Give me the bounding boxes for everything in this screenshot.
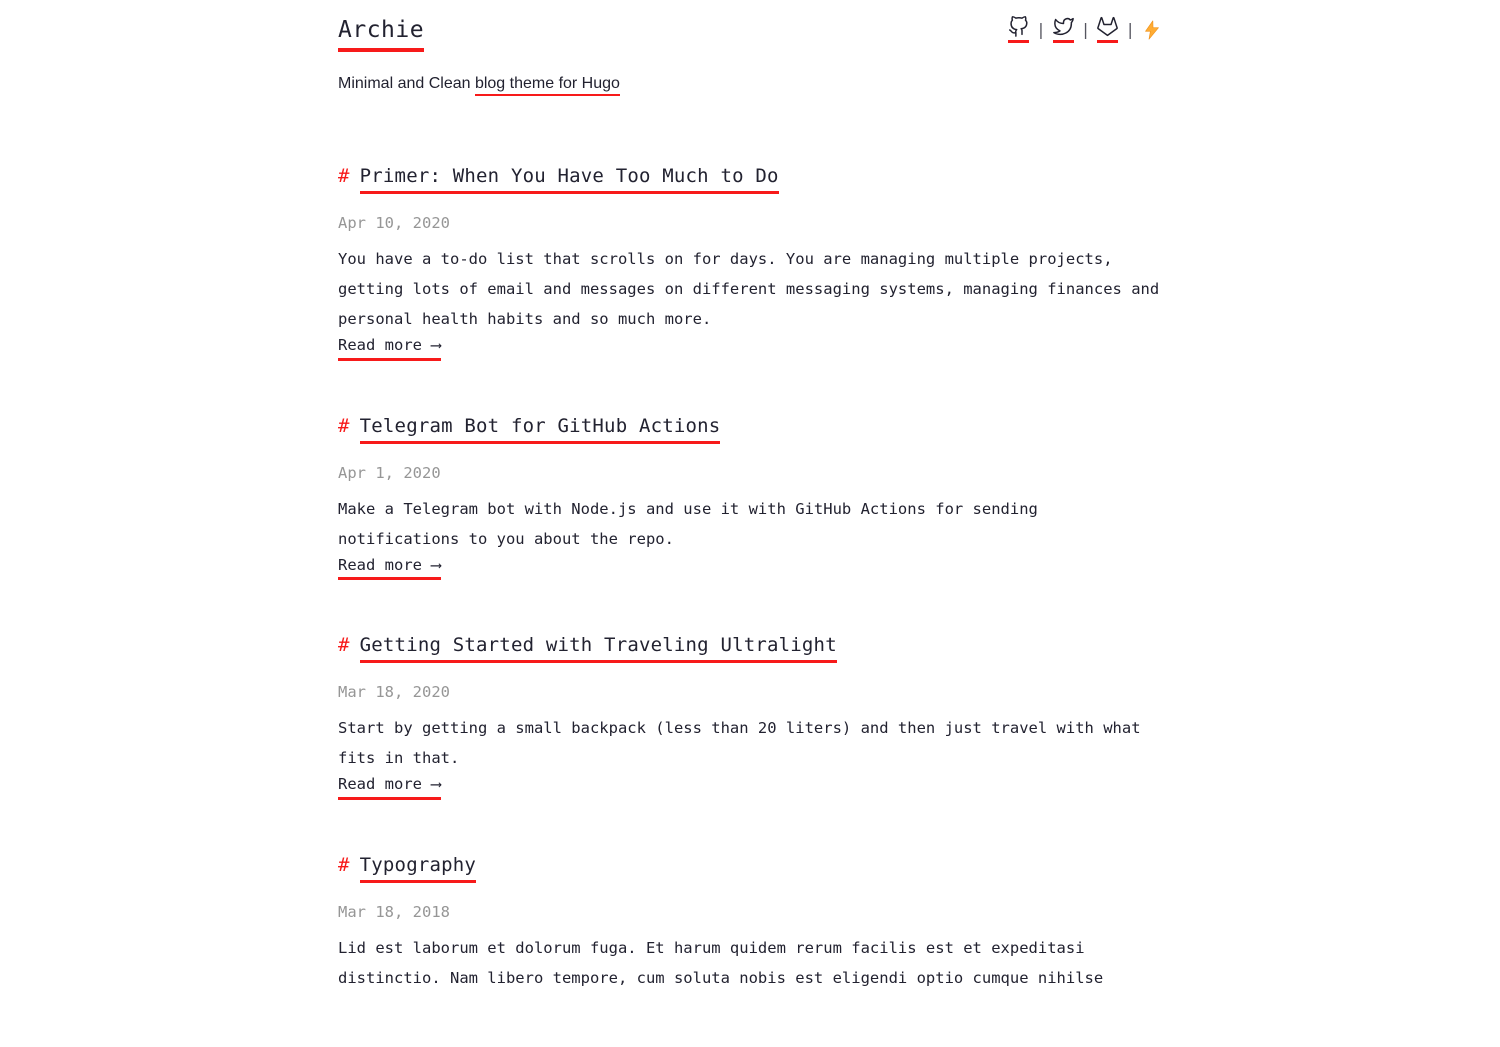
site-title — [338, 17, 424, 43]
gitlab-link[interactable] — [1097, 16, 1118, 43]
hash-prefix: # — [338, 634, 350, 657]
hash-prefix: # — [338, 165, 350, 187]
social-nav — [1008, 16, 1162, 43]
post — [338, 165, 1162, 361]
read-more-link[interactable]: Read more ⟶ — [338, 775, 441, 800]
post-title — [338, 165, 1162, 187]
post-title-link[interactable]: Telegram Bot for GitHub Actions — [360, 415, 721, 444]
github-link[interactable] — [1008, 16, 1029, 43]
post-title-link[interactable]: Primer: When You Have Too Much to Do — [360, 165, 779, 194]
site-tagline — [338, 75, 1162, 93]
page — [338, 0, 1162, 993]
tagline-hugo-link[interactable]: blog theme for Hugo — [475, 75, 620, 96]
post-description: You have a to-do list that scrolls on for days. You are managing multiple projects, getting lots of email and messages on different messaging systems, managing finances and personal health habits and so much more. — [338, 250, 1160, 328]
gitlab-icon — [1097, 16, 1118, 37]
post-description: Lid est laborum et dolorum fuga. Et harum quidem rerum facilis est et expeditasi distinctio. Nam libero tempore, cum soluta nobis est eligendi optio cumque nihilse — [338, 938, 1104, 987]
post — [338, 415, 1162, 581]
lightning-bolt-icon — [1142, 19, 1162, 41]
tagline-text: Minimal and Clean — [338, 75, 475, 92]
post-description: Start by getting a small backpack (less than 20 liters) and then just travel with what fits in that. — [338, 719, 1141, 768]
post — [338, 634, 1162, 800]
social-separator: | — [1080, 19, 1091, 39]
social-separator: | — [1036, 19, 1046, 39]
post-date: Apr 10, 2020 — [338, 214, 450, 232]
site-title-link[interactable]: Archie — [338, 17, 424, 52]
site-header — [338, 16, 1162, 43]
post-title-link[interactable]: Getting Started with Traveling Ultralight — [360, 634, 837, 663]
post-title — [338, 634, 1162, 656]
social-separator: | — [1125, 19, 1135, 39]
read-more-link[interactable]: Read more ⟶ — [338, 556, 441, 581]
hash-prefix: # — [338, 853, 350, 876]
post-description: Make a Telegram bot with Node.js and use it with GitHub Actions for sending notifications to you about the repo. — [338, 499, 1038, 548]
post-date: Mar 18, 2018 — [338, 902, 450, 921]
post-title — [338, 854, 1162, 876]
post-list — [338, 165, 1162, 993]
twitter-link[interactable] — [1053, 16, 1074, 43]
hugo-link[interactable] — [1142, 19, 1162, 41]
hash-prefix: # — [338, 414, 350, 437]
twitter-icon — [1053, 16, 1074, 37]
post — [338, 854, 1162, 993]
post-date: Apr 1, 2020 — [338, 463, 441, 482]
post-title-link[interactable]: Typography — [360, 854, 476, 883]
post-title — [338, 415, 1162, 437]
post-date: Mar 18, 2020 — [338, 683, 450, 702]
github-icon — [1008, 16, 1029, 37]
read-more-link[interactable]: Read more ⟶ — [338, 336, 441, 361]
